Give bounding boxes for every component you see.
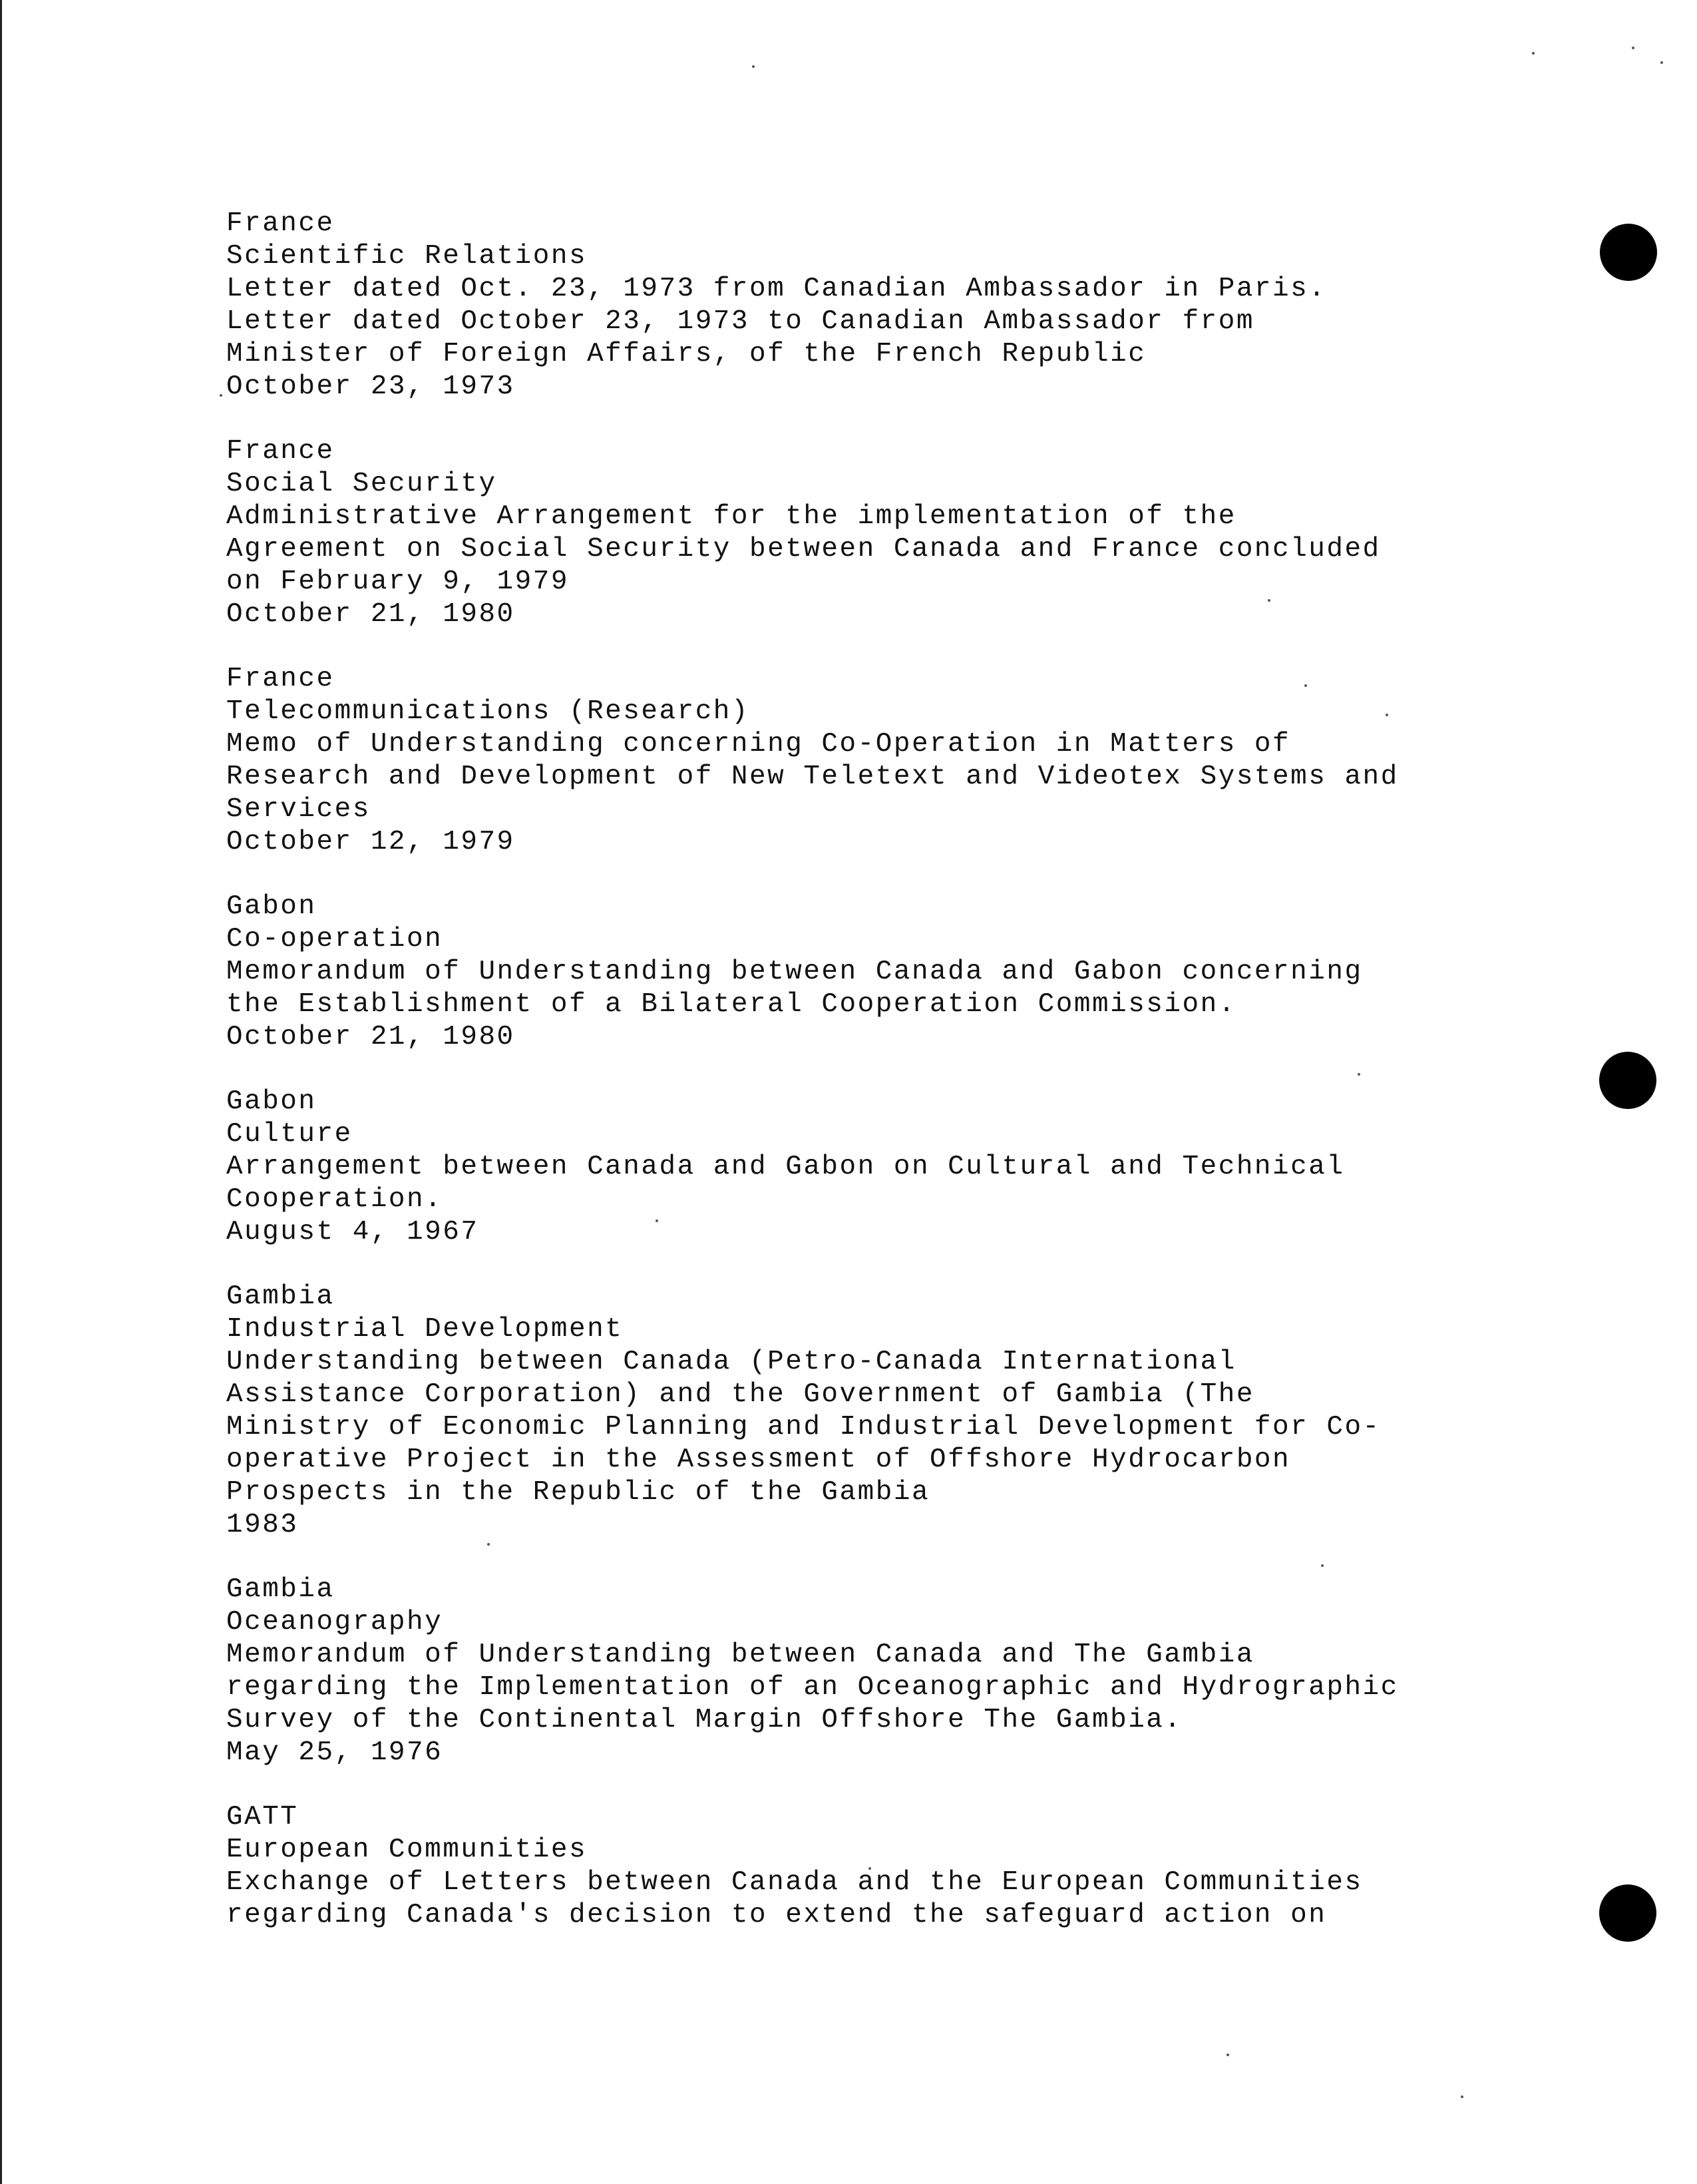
- entry-subject: Telecommunications (Research): [226, 696, 750, 727]
- entry-country: France: [226, 208, 335, 239]
- treaty-entry: [226, 208, 1557, 403]
- entry-description-line: Research and Development of New Teletext and Videotex Systems and: [226, 762, 1399, 792]
- scan-speck: [752, 65, 755, 68]
- entry-country: Gambia: [226, 1281, 335, 1312]
- entry-date: October 12, 1979: [226, 827, 515, 857]
- entry-description-line: Ministry of Economic Planning and Industrial Development for Co-: [226, 1412, 1381, 1442]
- scan-speck: [1660, 61, 1663, 64]
- entry-description-line: operative Project in the Assessment of Offshore Hydrocarbon: [226, 1444, 1291, 1475]
- entry-country: Gambia: [226, 1574, 335, 1605]
- entry-description-line: on February 9, 1979: [226, 566, 569, 597]
- entry-description-line: Arrangement between Canada and Gabon on Cultural and Technical: [226, 1152, 1345, 1182]
- entry-description-line: regarding the Implementation of an Oceanographic and Hydrographic: [226, 1672, 1399, 1703]
- treaty-entry: [226, 1801, 1557, 1932]
- entry-date: May 25, 1976: [226, 1737, 443, 1768]
- scan-speck: [1632, 47, 1634, 49]
- treaty-entry: [226, 663, 1557, 859]
- entry-subject: Oceanography: [226, 1607, 443, 1638]
- entry-description-line: Understanding between Canada (Petro-Canada International: [226, 1347, 1236, 1377]
- entry-description-line: Services: [226, 794, 371, 825]
- entry-description-line: Administrative Arrangement for the implementation of the: [226, 501, 1236, 532]
- punch-hole-bottom: [1599, 1884, 1656, 1942]
- entry-description-line: Survey of the Continental Margin Offshore The Gambia.: [226, 1705, 1183, 1735]
- treaty-entry: [226, 1574, 1557, 1769]
- entry-description-line: Assistance Corporation) and the Government of Gambia (The: [226, 1379, 1254, 1410]
- entry-country: GATT: [226, 1802, 299, 1833]
- entry-subject: Industrial Development: [226, 1314, 624, 1345]
- entry-country: Gabon: [226, 1086, 317, 1117]
- entry-description-line: Memorandum of Understanding between Canada and The Gambia: [226, 1639, 1254, 1670]
- treaty-entry: [226, 891, 1557, 1054]
- punch-hole-top: [1600, 224, 1657, 281]
- entry-date: 1983: [226, 1510, 299, 1540]
- entry-date: October 21, 1980: [226, 1022, 515, 1052]
- entry-country: France: [226, 436, 335, 467]
- entry-description-line: Minister of Foreign Affairs, of the French Republic: [226, 339, 1147, 369]
- entry-description-line: Exchange of Letters between Canada and the European Communities: [226, 1867, 1363, 1898]
- entry-description-line: Agreement on Social Security between Canada and France concluded: [226, 534, 1381, 564]
- entry-description-line: Letter dated October 23, 1973 to Canadian Ambassador from: [226, 306, 1254, 337]
- entry-description-line: the Establishment of a Bilateral Cooperation Commission.: [226, 989, 1236, 1020]
- entry-description-line: Letter dated Oct. 23, 1973 from Canadian Ambassador in Paris.: [226, 274, 1327, 304]
- entry-description-line: Prospects in the Republic of the Gambia: [226, 1477, 930, 1508]
- punch-hole-middle: [1599, 1052, 1656, 1109]
- entry-date: October 21, 1980: [226, 599, 515, 630]
- entry-subject: Social Security: [226, 469, 497, 499]
- page-left-edge: [0, 0, 2, 2184]
- entry-subject: Co-operation: [226, 924, 443, 955]
- treaty-list: [226, 208, 1557, 1964]
- entry-subject: Scientific Relations: [226, 241, 588, 272]
- treaty-entry: [226, 435, 1557, 631]
- scan-speck: [220, 394, 222, 397]
- scan-speck: [1532, 52, 1535, 55]
- entry-description-line: Memorandum of Understanding between Canada and Gabon concerning: [226, 957, 1363, 987]
- treaty-entry: [226, 1281, 1557, 1542]
- treaty-entry: [226, 1086, 1557, 1249]
- entry-date: October 23, 1973: [226, 371, 515, 402]
- entry-description-line: Cooperation.: [226, 1184, 443, 1215]
- entry-country: Gabon: [226, 891, 317, 922]
- entry-description-line: Memo of Understanding concerning Co-Operation in Matters of: [226, 729, 1291, 760]
- entry-subject: European Communities: [226, 1835, 588, 1865]
- scan-speck: [1461, 2095, 1463, 2098]
- entry-subject: Culture: [226, 1119, 353, 1150]
- entry-description-line: regarding Canada's decision to extend the safeguard action on: [226, 1900, 1327, 1930]
- scan-speck: [1226, 2054, 1229, 2056]
- entry-date: August 4, 1967: [226, 1217, 479, 1247]
- entry-country: France: [226, 664, 335, 694]
